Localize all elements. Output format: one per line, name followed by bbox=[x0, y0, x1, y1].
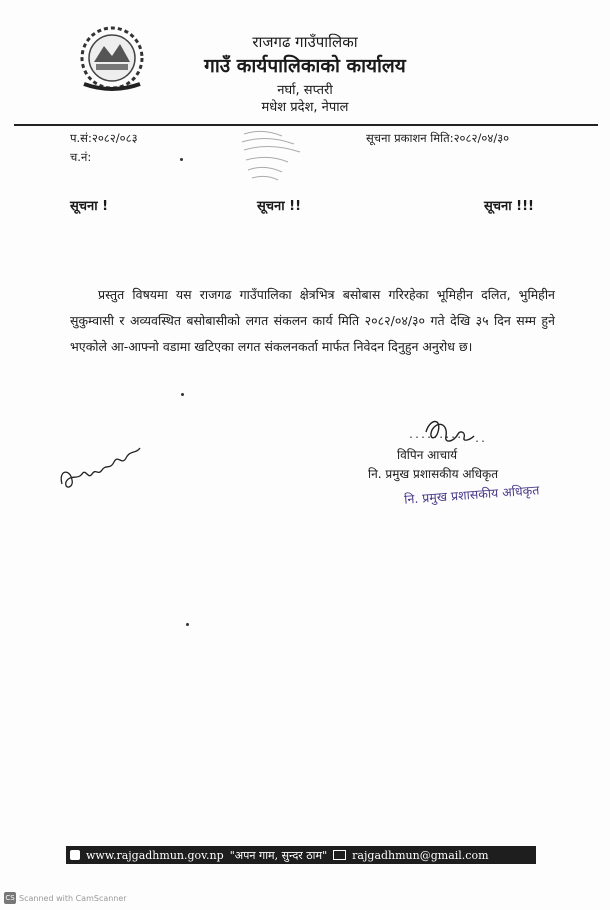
office-address: नर्घा, सप्तरी bbox=[277, 83, 333, 98]
publish-date: सूचना प्रकाशन मिति:२०८२/०४/३० bbox=[366, 131, 510, 145]
scanner-text: Scanned with CamScanner bbox=[19, 893, 127, 903]
camscanner-logo-icon: CS bbox=[5, 894, 15, 902]
handwritten-signature bbox=[56, 440, 148, 496]
globe-icon bbox=[70, 850, 80, 860]
svg-text:.........: ......... bbox=[408, 430, 463, 441]
office-province: मधेश प्रदेश, नेपाल bbox=[261, 100, 349, 115]
dispatch-number: च.नं: bbox=[70, 150, 92, 164]
svg-text:..: .. bbox=[474, 434, 487, 445]
footer-website: www.rajgadhmun.gov.np bbox=[86, 848, 224, 862]
officer-name: विपिन आचार्य bbox=[397, 448, 458, 462]
scan-speck bbox=[180, 158, 183, 161]
designation-stamp: नि. प्रमुख प्रशासकीय अधिकृत bbox=[403, 482, 540, 507]
scanner-watermark bbox=[4, 892, 127, 904]
footer-email: rajgadhmun@gmail.com bbox=[352, 848, 489, 862]
notice-title-right: सूचना !!! bbox=[484, 199, 534, 214]
municipality-name: राजगढ गाउँपालिका bbox=[252, 33, 358, 51]
letterhead-footer bbox=[66, 846, 536, 864]
office-name: गाउँ कार्यपालिकाको कार्यालय bbox=[204, 55, 406, 77]
letter-number: प.सं:२०८२/०८३ bbox=[70, 131, 138, 145]
nepal-emblem-logo bbox=[70, 24, 154, 94]
footer-slogan: "अपन गाम, सुन्दर ठाम" bbox=[229, 848, 328, 862]
notice-body: प्रस्तुत विषयमा यस राजगढ गाउँपालिका क्षेत्रभित्र बसोबास गरिरहेका भूमिहीन दलित, भुमिहीन सुकुम्वासी र अव्यवस्थित बसोबासीको लगत संकलन कार्य मिति २०८२/०४/३० गते देखि ३५ दिन सम्म हुने भएकोले आ-आफ्नो वडामा खटिएका लगत संकलनकर्ता मार्फत निवेदन दिनुहुन अनुरोध छ। bbox=[70, 287, 555, 354]
notice-title-center: सूचना !! bbox=[257, 199, 302, 214]
notice-title-left: सूचना ! bbox=[70, 199, 109, 214]
officer-designation: नि. प्रमुख प्रशासकीय अधिकृत bbox=[368, 467, 499, 481]
scan-speck bbox=[186, 623, 189, 626]
mail-icon bbox=[333, 850, 346, 860]
scan-speck bbox=[181, 393, 184, 396]
received-stamp bbox=[222, 126, 342, 188]
